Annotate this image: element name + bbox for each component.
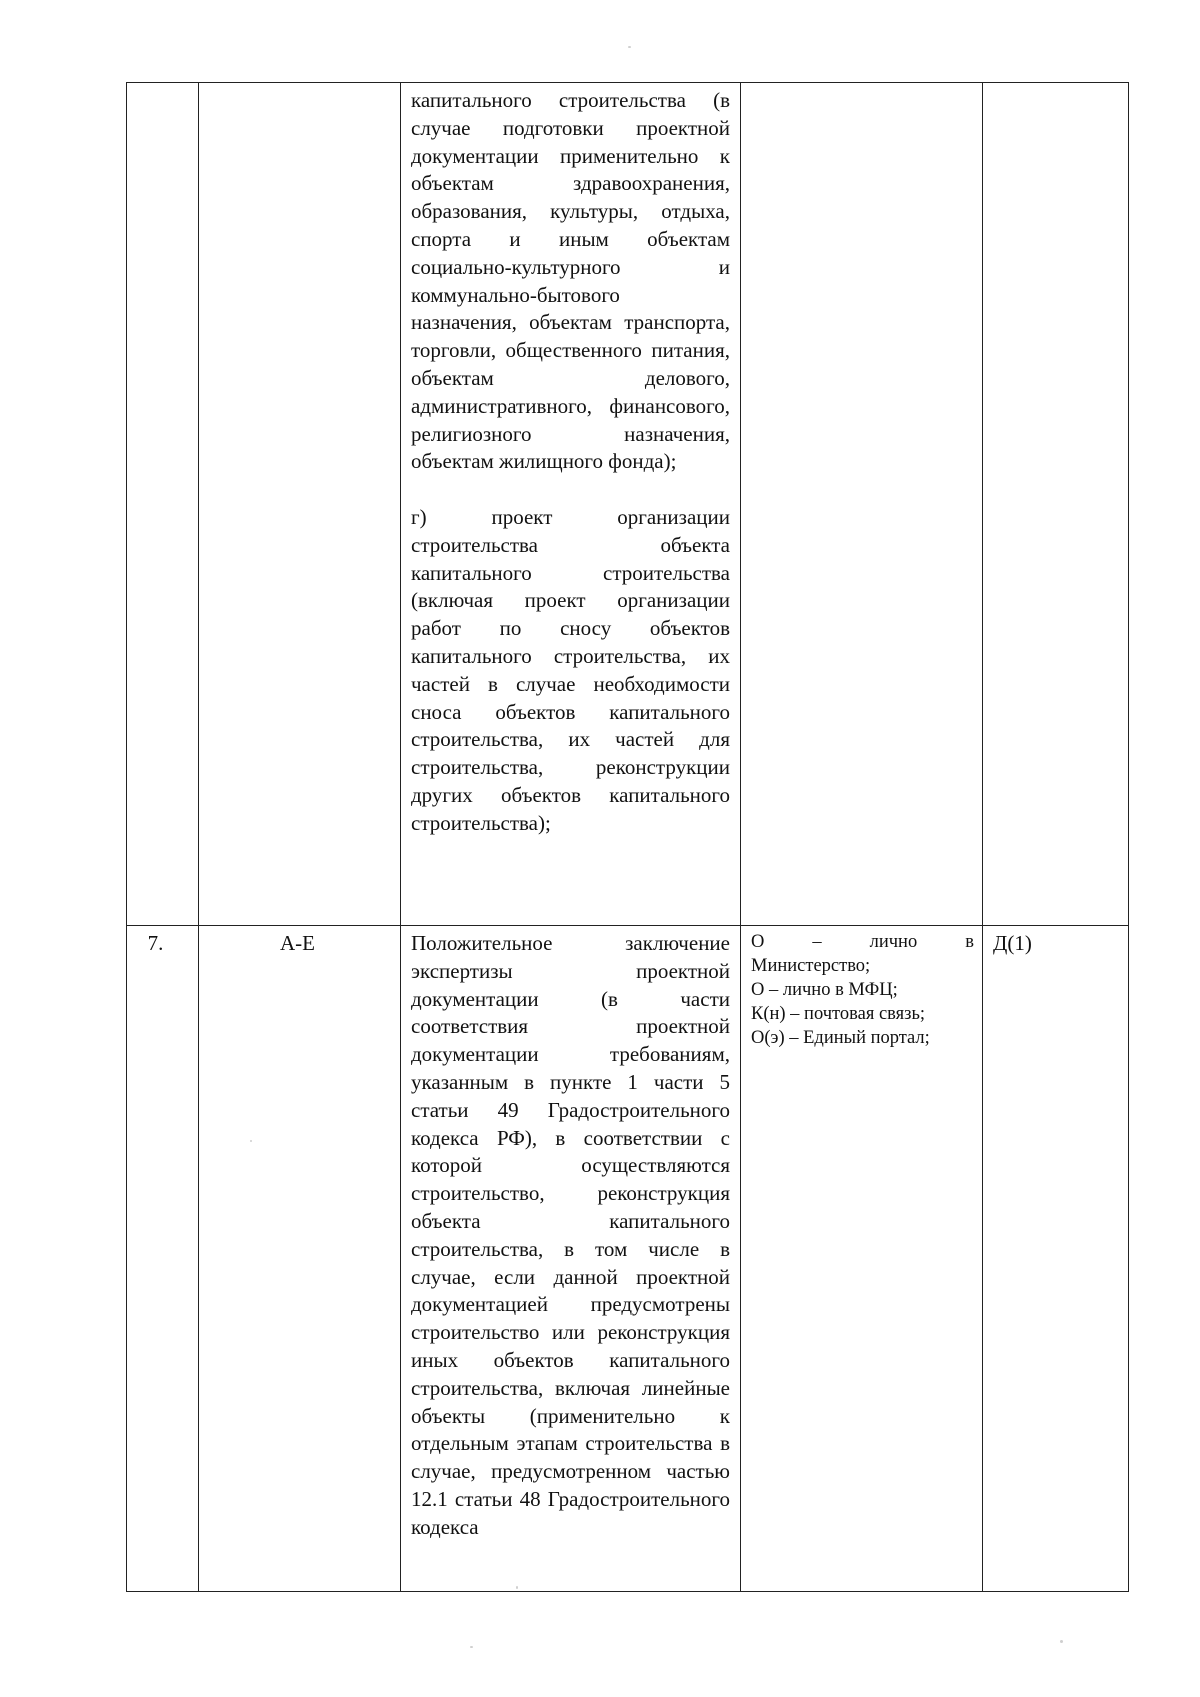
method-line: К(н) – почтовая связь; xyxy=(751,1004,926,1024)
category-code-cell: А-Е xyxy=(199,926,401,1592)
method-part: лично xyxy=(869,932,918,952)
description-paragraph: г) проект организации строительства объекта капитального строительства (включая проект организации работ по сносу объектов капитального строительства, их частей в случае необходимости сноса объектов капитального строительства, их частей для строительства, реконструкции других объектов капитального строительства); xyxy=(411,504,730,835)
scan-speck xyxy=(628,46,631,48)
row-number-cell xyxy=(127,83,199,926)
method-part: в xyxy=(965,932,974,952)
method-part: О xyxy=(751,932,765,952)
method-part: – xyxy=(812,932,822,952)
paragraph-gap xyxy=(411,476,730,504)
method-line: О(э) – Единый портал; xyxy=(751,1028,930,1048)
submission-method-cell xyxy=(741,83,983,926)
submission-method-cell xyxy=(741,926,983,1592)
result-code-cell xyxy=(983,83,1129,926)
method-line-first xyxy=(751,930,974,954)
scan-speck xyxy=(250,1140,252,1142)
description-paragraph: капитального строительства (в случае подготовки проектной документации применительно к объектам здравоохранения, образования, культуры, отдыха, спорта и иным объектам социально-культурного и коммунально-бытового назначения, объектам транспорта, торговли, общественного питания, объектам делового, административного, финансового, религиозного назначения, объектам жилищного фонда); xyxy=(411,88,730,474)
scan-speck xyxy=(470,1646,473,1648)
category-code-cell xyxy=(199,83,401,926)
document-description-cell xyxy=(401,83,741,926)
description-paragraph: Положительное заключение экспертизы проектной документации (в части соответствия проектной документации требованиям, указанным в пункте 1 части 5 статьи 49 Градостроительного кодекса РФ), в соответствии с которой осуществляются строительство, реконструкция объекта капитального строительства, в том числе в случае, если данной проектной документацией предусмотрены строительство или реконструкция иных объектов капитального строительства, включая линейные объекты (применительно к отдельным этапам строительства в случае, предусмотренном частью 12.1 статьи 48 Градостроительного кодекса xyxy=(411,931,730,1539)
document-description-cell xyxy=(401,926,741,1592)
method-line: О – лично в МФЦ; xyxy=(751,980,898,1000)
table-row-7 xyxy=(127,926,1129,1592)
row-number-cell: 7. xyxy=(127,926,199,1592)
result-code-cell: Д(1) xyxy=(983,926,1129,1592)
documents-table xyxy=(126,82,1129,1592)
scan-speck xyxy=(1060,1640,1063,1643)
table-row-continuation xyxy=(127,83,1129,926)
scan-speck xyxy=(516,1586,518,1589)
method-line: Министерство; xyxy=(751,956,871,976)
